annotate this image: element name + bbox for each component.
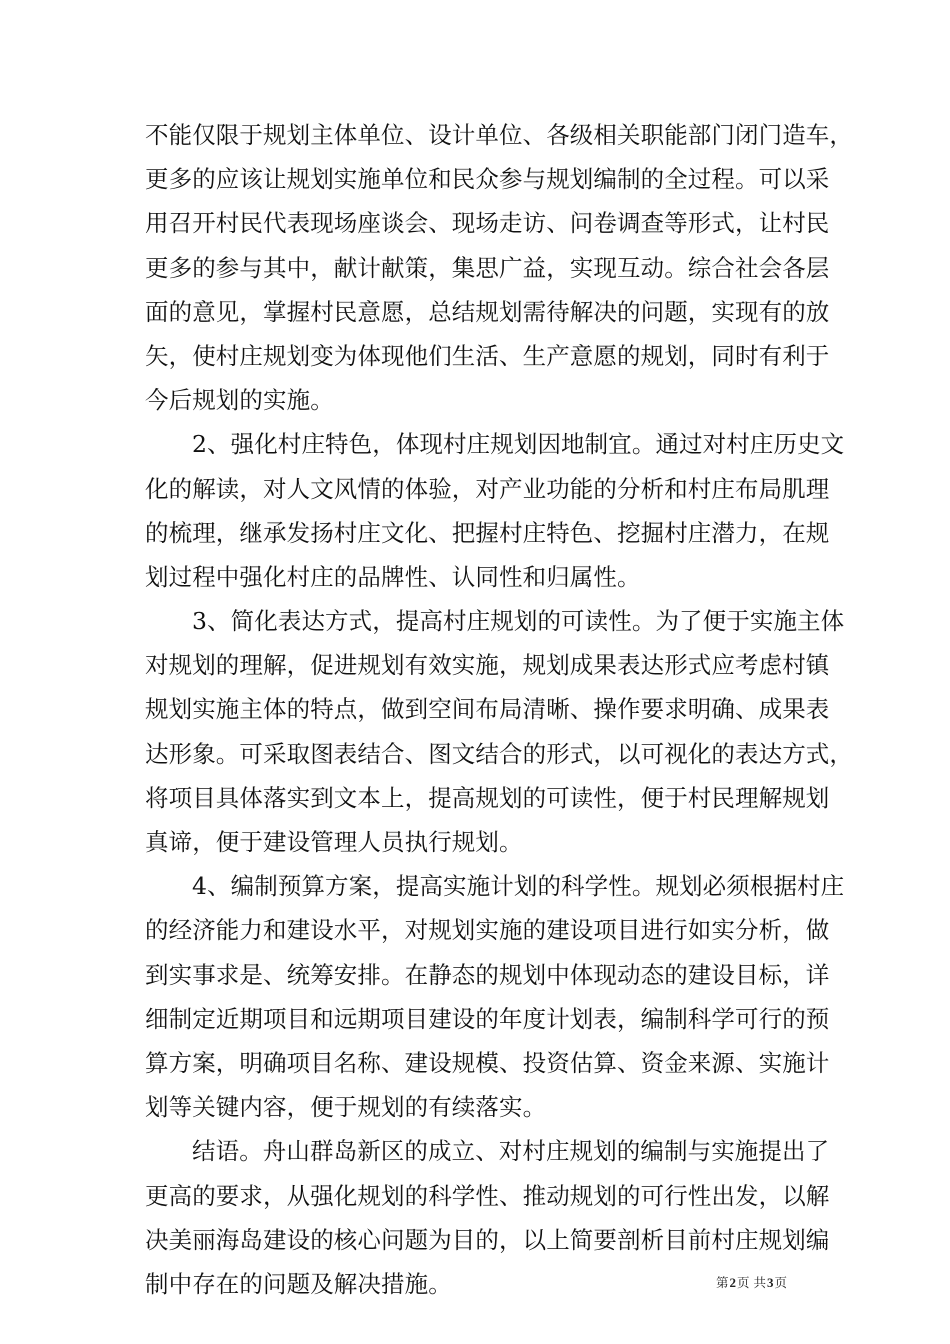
paragraph-start-line: 4、编制预算方案，提高实施计划的科学性。规划必须根据村庄 [192,872,845,901]
text-line: 达形象。可采取图表结合、图文结合的形式，以可视化的表达方式， [145,739,853,768]
text-line: 划过程中强化村庄的品牌性、认同性和归属性。 [145,562,641,591]
text-line: 对规划的理解，促进规划有效实施，规划成果表达形式应考虑村镇 [145,651,830,680]
text-line: 规划实施主体的特点，做到空间布局清晰、操作要求明确、成果表 [145,695,830,724]
text-line: 更多的应该让规划实施单位和民众参与规划编制的全过程。可以采 [145,165,830,194]
text-line: 划等关键内容，便于规划的有续落实。 [145,1093,547,1122]
document-body [145,113,853,1306]
footer-suffix: 页 [774,1275,788,1290]
text-line: 不能仅限于规划主体单位、设计单位、各级相关职能部门闭门造车， [145,121,853,149]
text-line: 今后规划的实施。 [145,386,334,415]
text-line: 的经济能力和建设水平，对规划实施的建设项目进行如实分析，做 [145,916,830,945]
text-line: 更高的要求，从强化规划的科学性、推动规划的可行性出发，以解 [145,1181,830,1210]
page-number-footer [716,1275,787,1291]
current-page-number: 2 [729,1275,737,1290]
text-line: 面的意见，掌握村民意愿，总结规划需待解决的问题，实现有的放 [145,297,830,326]
text-line: 真谛，便于建设管理人员执行规划。 [145,828,523,856]
text-line: 制中存在的问题及解决措施。 [145,1269,452,1298]
text-line: 细制定近期项目和远期项目建设的年度计划表，编制科学可行的预 [145,1004,830,1033]
footer-middle: 页 共 [737,1275,766,1290]
text-line: 到实事求是、统筹安排。在静态的规划中体现动态的建设目标，详 [145,960,830,989]
paragraph-start-line: 2、强化村庄特色，体现村庄规划因地制宜。通过对村庄历史文 [192,430,845,459]
text-line: 化的解读，对人文风情的体验，对产业功能的分析和村庄布局肌理 [145,474,830,503]
text-line: 决美丽海岛建设的核心问题为目的，以上简要剖析目前村庄规划编 [145,1225,830,1254]
text-line: 更多的参与其中，献计献策，集思广益，实现互动。综合社会各层 [145,253,830,282]
footer-prefix: 第 [716,1275,729,1290]
text-line: 将项目具体落实到文本上，提高规划的可读性，便于村民理解规划 [145,783,830,812]
paragraph-start-line: 3、简化表达方式，提高村庄规划的可读性。为了便于实施主体 [192,607,845,636]
text-line: 用召开村民代表现场座谈会、现场走访、问卷调查等形式，让村民 [145,209,830,238]
text-line: 矢，使村庄规划变为体现他们生活、生产意愿的规划，同时有利于 [145,341,830,370]
total-pages-number: 3 [767,1275,774,1290]
paragraph-start-line: 结语。舟山群岛新区的成立、对村庄规划的编制与实施提出了 [192,1137,830,1166]
text-line: 的梳理，继承发扬村庄文化、把握村庄特色、挖掘村庄潜力，在规 [145,518,830,547]
text-line: 算方案，明确项目名称、建设规模、投资估算、资金来源、实施计 [145,1048,830,1077]
